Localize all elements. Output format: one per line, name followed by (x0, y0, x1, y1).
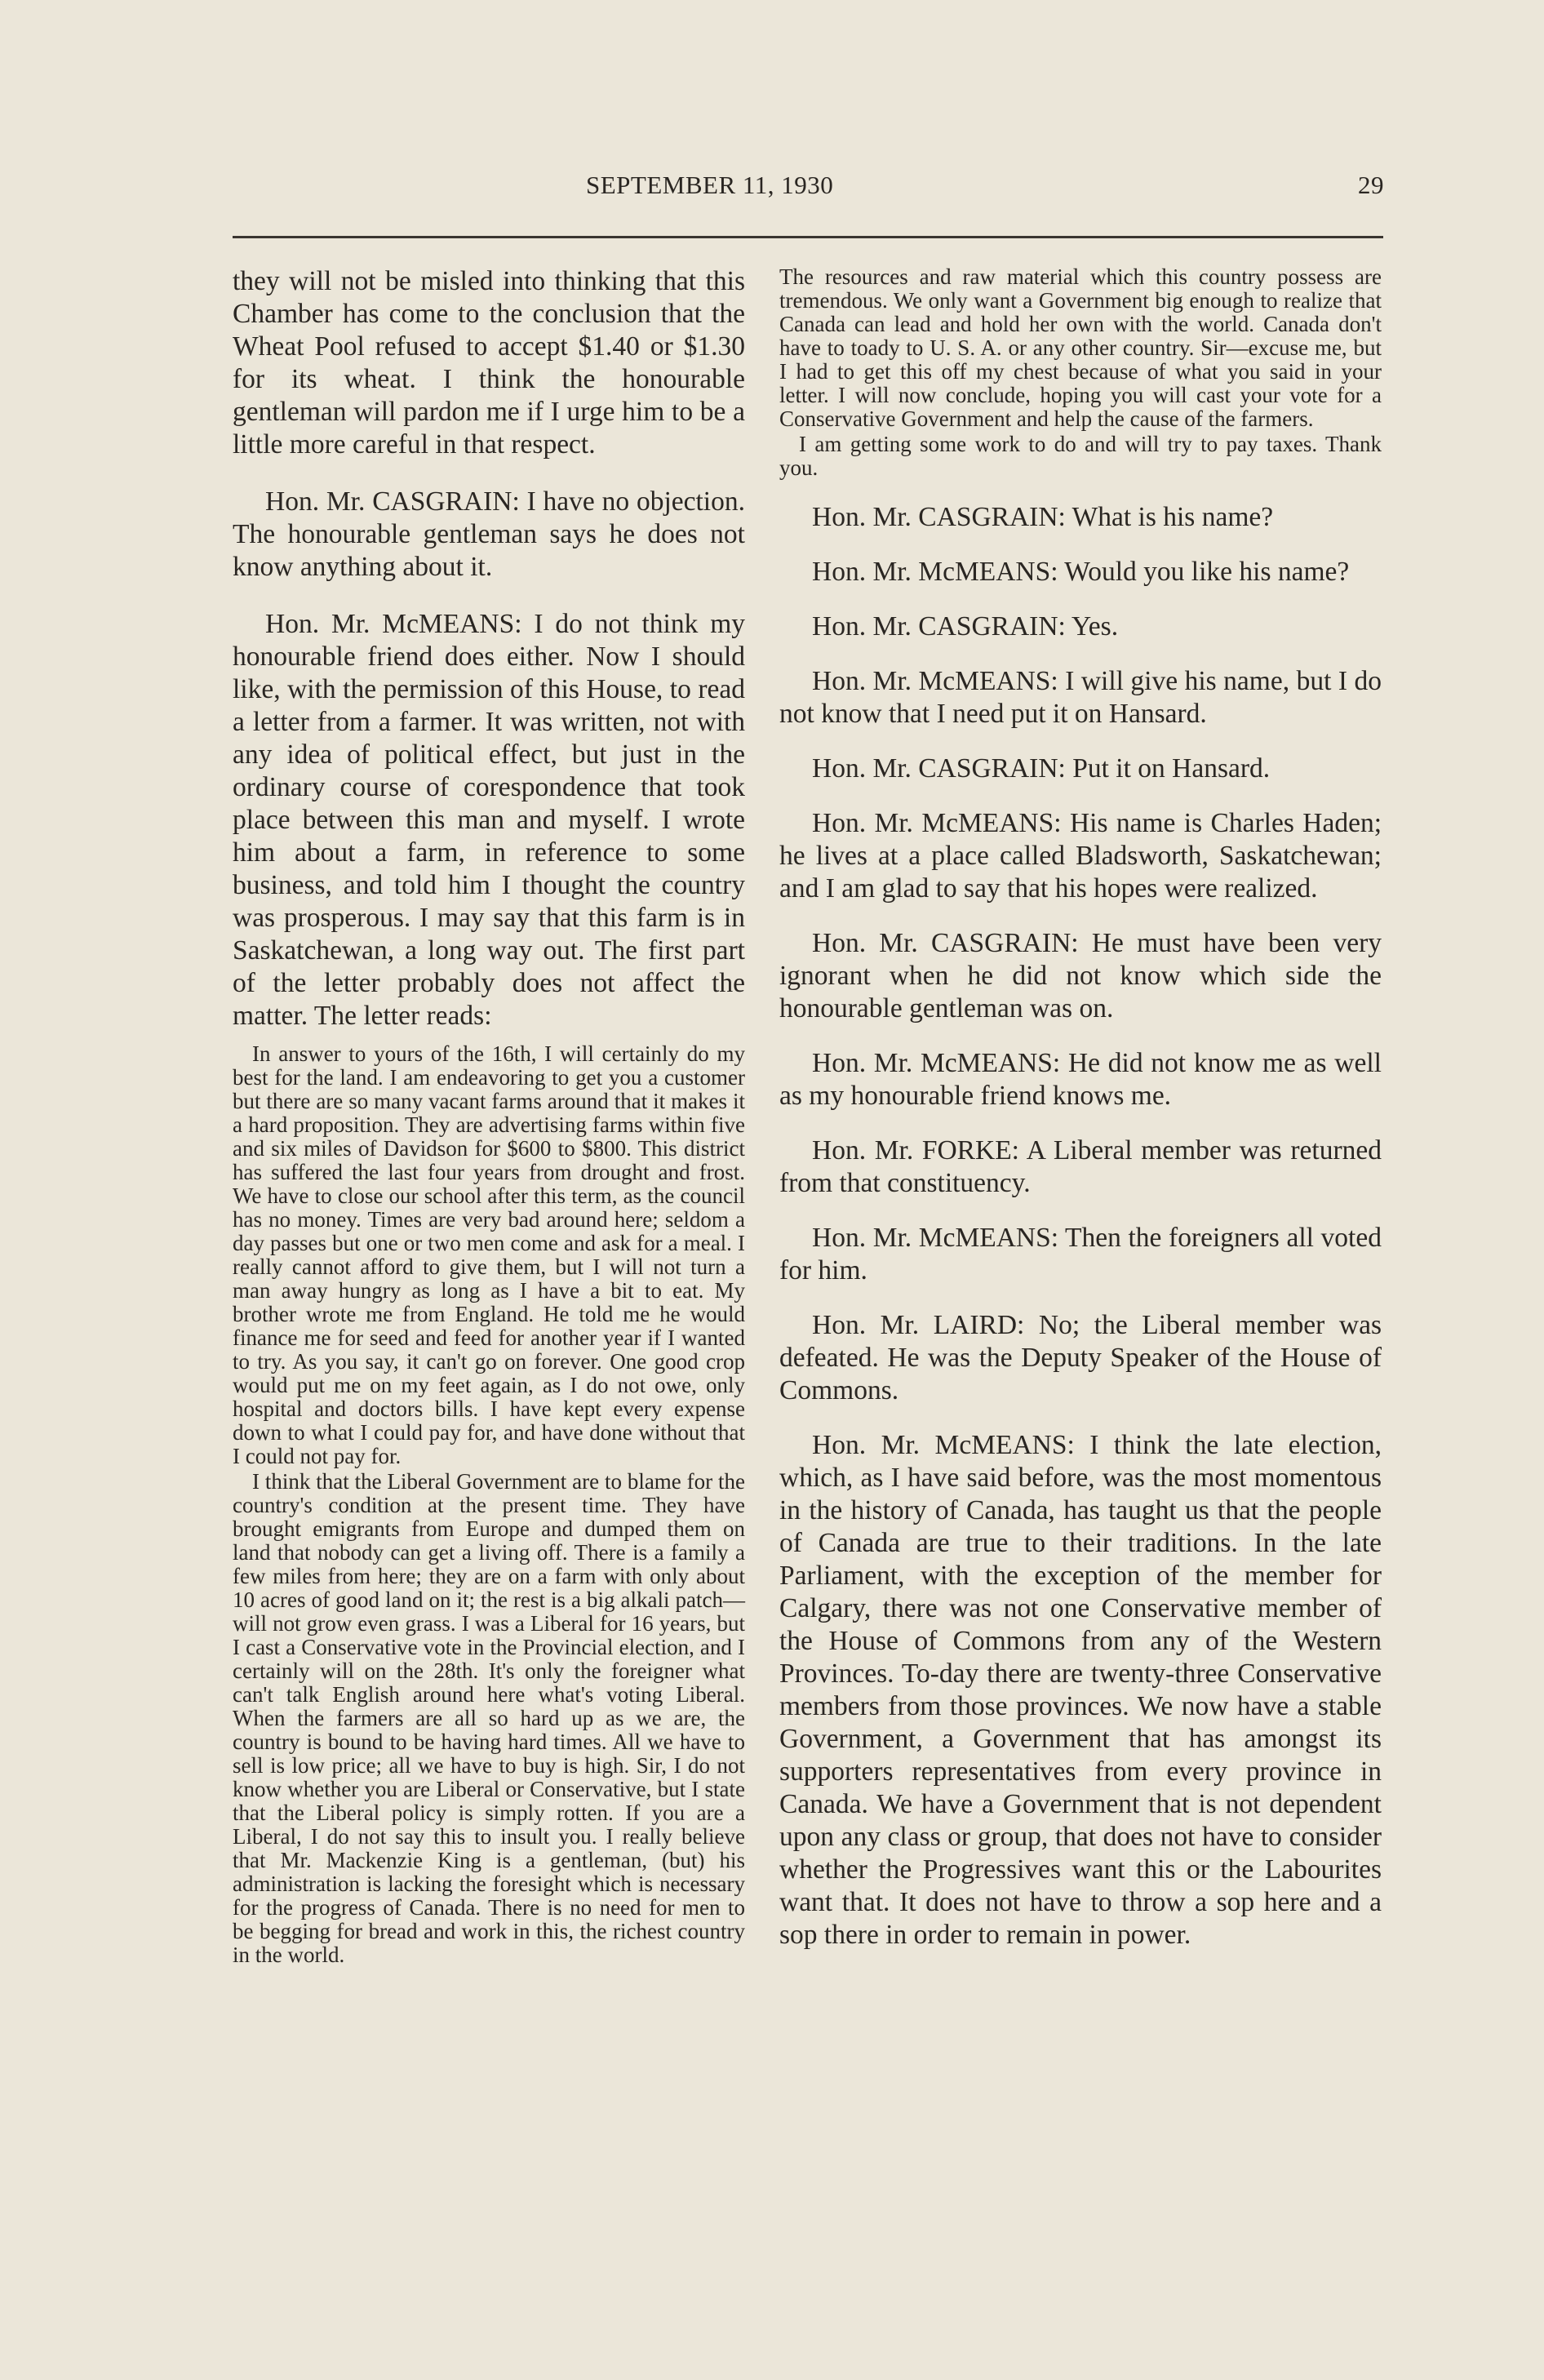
speech-casgrain: Hon. Mr. CASGRAIN: What is his name? (812, 502, 1274, 532)
speech-mcmeans: Hon. Mr. McMEANS: I will give his name, but I do not know that I need put it on Hansard. (779, 666, 1382, 729)
speech-mcmeans: Hon. Mr. McMEANS: I do not think my honourable friend does either. Now I should like, with the permission of this House, to read a letter from a farmer. It was written, not with any idea of political effect, but just in the ordinary course of corespondence that took place between this man and myself. I wrote him about a farm, in reference to some business, and told him I thought the country was prosperous. I may say that this farm is in Saskatchewan, a long way out. The first part of the letter probably does not affect the matter. The letter reads: (233, 609, 745, 1031)
letter-closing: I am getting some work to do and will try to pay taxes. Thank you. (779, 432, 1382, 480)
letter-paragraph: In answer to yours of the 16th, I will certainly do my best for the land. I am endeavoring to get you a customer but there are so many vacant farms around that it makes it a hard proposition. They are advertising farms within five and six miles of Davidson for $600 to $800. This district has suffered the last four years from drought and frost. We have to close our school after this term, as the council has no money. Times are very bad around here; seldom a day passes but one or two men come and ask for a meal. I really cannot afford to give them, but I will not turn a man away hungry as long as I have a bit to eat. My brother wrote me from England. He told me he would finance me for seed and feed for another year if I wanted to try. As you say, it can't go on forever. One good crop would put me on my feet again, as I do not owe, only hospital and doctors bills. I have kept every expense down to what I could pay for, and have done without that I could not pay for. (233, 1041, 745, 1468)
speech-mcmeans: Hon. Mr. McMEANS: Then the foreigners all voted for him. (779, 1223, 1382, 1285)
speech-mcmeans: Hon. Mr. McMEANS: Would you like his name? (812, 557, 1350, 587)
letter-paragraph: I think that the Liberal Government are to blame for the country's condition at the present time. They have brought emigrants from Europe and dumped them on land that nobody can get a living off. There is a family a few miles from here; they are on a farm with only about 10 acres of good land on it; the rest is a big alkali patch—will not grow even grass. I was a Liberal for 16 years, but I cast a Conservative vote in the Provincial election, and I certainly will on the 28th. It's only the foreigner what can't talk English around here what's voting Liberal. When the farmers are all so hard up as we are, the country is bound to be having hard times. All we have to sell is low price; all we have to buy is high. Sir, I do not know whether you are Liberal or Conservative, but I state that the Liberal policy is simply rotten. If you are a Liberal, I do not say this to insult you. I really believe that Mr. Mackenzie King is a gentleman, (but) his administration is lacking the foresight which is necessary for the progress of Canada. There is no need for men to be begging for bread and work in this, the richest country in the world. (233, 1469, 745, 1967)
letter-paragraph: The resources and raw material which this country possess are tremendous. We only want a Government big enough to realize that Canada can lead and hold her own with the world. Canada don't have to toady to U. S. A. or any other country. Sir—excuse me, but I had to get this off my chest because of what you said in your letter. I will now conclude, hoping you will cast your vote for a Conservative Government and help the cause of the farmers. (779, 264, 1382, 431)
speech-mcmeans: Hon. Mr. McMEANS: He did not know me as well as my honourable friend knows me. (779, 1048, 1382, 1111)
speech-forke: Hon. Mr. FORKE: A Liberal member was returned from that constituency. (779, 1135, 1382, 1198)
speech-casgrain: Hon. Mr. CASGRAIN: I have no objection. The honourable gentleman says he does not know anything about it. (233, 486, 745, 582)
header-rule (233, 236, 1383, 238)
page-number: 29 (1358, 171, 1384, 199)
speech-casgrain: Hon. Mr. CASGRAIN: Yes. (812, 611, 1119, 642)
speech-mcmeans: Hon. Mr. McMEANS: I think the late election, which, as I have said before, was the most momentous in the history of Canada, has taught us that the people of Canada are true to their traditions. In the late Parliament, with the exception of the member for Calgary, there was not one Conservative member of the House of Commons from any of the Western Provinces. To-day there are twenty-three Conservative members from those provinces. We now have a stable Government, a Government that has amongst its supporters representatives from every province in Canada. We have a Government that is not dependent upon any class or group, that does not have to consider whether the Progressives want this or the Labourites want that. It does not have to throw a sop here and a sop there in order to remain in power. (779, 1430, 1382, 1950)
page-header (0, 166, 1544, 206)
speech-casgrain: Hon. Mr. CASGRAIN: He must have been very ignorant when he did not know which side the honourable gentleman was on. (779, 928, 1382, 1023)
speech-mcmeans: Hon. Mr. McMEANS: His name is Charles Haden; he lives at a place called Bladsworth, Saskatchewan; and I am glad to say that his hopes were realized. (779, 808, 1382, 904)
right-column (779, 265, 1382, 1974)
speech-laird: Hon. Mr. LAIRD: No; the Liberal member was defeated. He was the Deputy Speaker of the House of Commons. (779, 1310, 1382, 1405)
left-column (233, 265, 745, 1969)
speech-casgrain: Hon. Mr. CASGRAIN: Put it on Hansard. (812, 753, 1271, 784)
header-date: SEPTEMBER 11, 1930 (586, 171, 834, 199)
paragraph-continuation: they will not be misled into thinking that this Chamber has come to the conclusion that the Wheat Pool refused to accept $1.40 or $1.30 for its wheat. I think the honourable gentleman will pardon me if I urge him to be a little more careful in that respect. (233, 266, 745, 460)
